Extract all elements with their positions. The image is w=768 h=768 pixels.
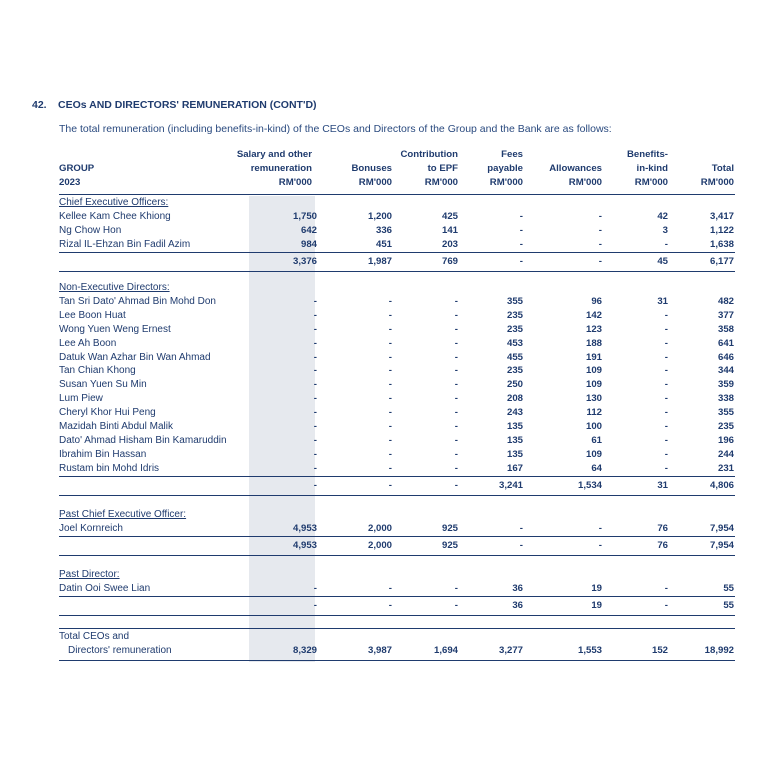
bik-cell: - xyxy=(664,407,668,419)
bonuses-cell: - xyxy=(388,309,392,321)
subtotal-bottom-rule xyxy=(59,555,735,556)
subtotal-bottom-rule xyxy=(59,615,735,616)
bonuses-subtotal-cell: 2,000 xyxy=(367,539,392,551)
allowances-header: Allowances RM'000 xyxy=(549,163,602,188)
total-cell: 358 xyxy=(717,323,734,335)
epf-cell: - xyxy=(454,448,458,460)
fees-cell: - xyxy=(519,238,523,250)
salary-cell: - xyxy=(313,434,317,446)
salary-cell: 642 xyxy=(300,224,317,236)
fees-cell: 453 xyxy=(506,337,523,349)
salary-cell: - xyxy=(313,421,317,432)
salary-cell: 1,750 xyxy=(292,210,317,222)
row-name: Tan Chian Khong xyxy=(59,365,136,377)
row-name: Ng Chow Hon xyxy=(59,224,122,236)
allowances-subtotal-cell: 1,534 xyxy=(577,479,602,491)
fees-subtotal-cell: 3,241 xyxy=(498,479,523,491)
salary-cell: - xyxy=(313,365,317,377)
epf-subtotal-cell: 769 xyxy=(441,255,458,267)
fees-cell: 135 xyxy=(506,448,523,460)
salary-subtotal-cell: - xyxy=(313,599,317,611)
bonuses-cell: - xyxy=(388,323,392,335)
bonuses-cell: 2,000 xyxy=(367,522,392,534)
epf-subtotal-cell: 925 xyxy=(441,539,458,551)
total-cell: 646 xyxy=(717,351,734,363)
row-name: Wong Yuen Weng Ernest xyxy=(59,323,171,335)
fees-subtotal-cell: 36 xyxy=(512,599,523,611)
bik-cell: - xyxy=(664,365,668,377)
epf-cell: - xyxy=(454,421,458,432)
subtotal-bottom-rule xyxy=(59,495,735,496)
note-title: CEOs AND DIRECTORS' REMUNERATION (CONT'D) xyxy=(58,99,317,111)
salary-cell: - xyxy=(313,337,317,349)
allowances-cell: 130 xyxy=(585,393,602,405)
bik-cell: 3 xyxy=(662,224,668,236)
fees-cell: 135 xyxy=(506,421,523,432)
fees-cell: 355 xyxy=(506,295,523,307)
bonuses-cell: - xyxy=(388,379,392,391)
allowances-cell: 109 xyxy=(585,448,602,460)
allowances-cell: - xyxy=(598,238,602,250)
bonuses-cell: 1,200 xyxy=(367,210,392,222)
allowances-cell: 100 xyxy=(585,421,602,432)
allowances-cell: 191 xyxy=(585,351,602,363)
bik-subtotal-cell: - xyxy=(664,599,668,611)
allowances-cell: 112 xyxy=(586,407,602,419)
epf-cell: - xyxy=(454,407,458,419)
total-cell: 482 xyxy=(717,295,734,307)
epf-cell: - xyxy=(454,365,458,377)
fees-cell: 455 xyxy=(506,351,523,363)
allowances-cell: 64 xyxy=(591,462,602,474)
row-name: Rizal IL-Ehzan Bin Fadil Azim xyxy=(59,238,191,250)
row-name: Datin Ooi Swee Lian xyxy=(59,582,151,594)
bik-cell: - xyxy=(664,337,668,349)
allowances-cell: 109 xyxy=(585,379,602,391)
allowances-cell: 142 xyxy=(585,309,602,321)
salary-grand-total-cell: 8,329 xyxy=(292,645,317,656)
bonuses-cell: - xyxy=(388,582,392,594)
bonuses-cell: - xyxy=(388,448,392,460)
bik-cell: - xyxy=(664,393,668,405)
bonuses-cell: - xyxy=(388,351,392,363)
total-grand-total-cell: 18,992 xyxy=(704,645,734,656)
bik-cell: - xyxy=(664,434,668,446)
total-subtotal-cell: 55 xyxy=(723,599,734,611)
total-cell: 355 xyxy=(717,407,734,419)
total-cell: 7,954 xyxy=(709,522,734,534)
allowances-cell: 123 xyxy=(585,323,602,335)
allowances-cell: 188 xyxy=(585,337,602,349)
salary-header: Salary and other remuneration RM'000 xyxy=(236,149,312,188)
fees-cell: 36 xyxy=(512,582,523,594)
epf-cell: 925 xyxy=(441,522,458,534)
bonuses-cell: - xyxy=(388,337,392,349)
epf-cell: - xyxy=(454,582,458,594)
bonuses-header: Bonuses RM'000 xyxy=(351,163,392,188)
section-title: Past Director: xyxy=(59,569,120,580)
total-cell: 244 xyxy=(717,448,734,460)
epf-cell: - xyxy=(454,434,458,446)
grand-total-top-rule xyxy=(59,628,735,629)
row-name: Joel Kornreich xyxy=(59,522,123,534)
bonuses-grand-total-cell: 3,987 xyxy=(367,645,392,656)
total-cell: 377 xyxy=(717,309,734,321)
bonuses-cell: - xyxy=(388,462,392,474)
bik-cell: - xyxy=(664,323,668,335)
epf-cell: 425 xyxy=(441,210,458,222)
bik-cell: - xyxy=(664,421,668,432)
epf-cell: - xyxy=(454,462,458,474)
fees-subtotal-cell: - xyxy=(519,539,523,551)
bik-cell: - xyxy=(664,582,668,594)
fees-cell: - xyxy=(519,224,523,236)
salary-cell: - xyxy=(313,309,317,321)
epf-cell: - xyxy=(454,379,458,391)
allowances-cell: - xyxy=(598,224,602,236)
bik-cell: 31 xyxy=(657,295,668,307)
total-header: Total RM'000 xyxy=(700,163,734,188)
fees-header: Fees payable RM'000 xyxy=(487,149,523,188)
group-header: GROUP 2023 xyxy=(59,163,95,188)
total-subtotal-cell: 6,177 xyxy=(709,255,734,267)
epf-cell: - xyxy=(454,337,458,349)
bik-subtotal-cell: 31 xyxy=(657,479,668,491)
grand-total-label xyxy=(59,630,172,658)
section-title: Chief Executive Officers: xyxy=(59,197,169,208)
bik-cell: 42 xyxy=(657,210,668,222)
total-cell: 3,417 xyxy=(709,210,734,222)
salary-cell: - xyxy=(313,407,317,419)
bik-header: Benefits- in-kind RM'000 xyxy=(626,149,668,188)
section-title: Non-Executive Directors: xyxy=(59,282,170,293)
epf-cell: - xyxy=(454,295,458,307)
fees-grand-total-cell: 3,277 xyxy=(498,645,523,656)
allowances-cell: - xyxy=(598,210,602,222)
bik-cell: - xyxy=(664,309,668,321)
bonuses-subtotal-cell: - xyxy=(388,599,392,611)
grand-total-bottom-rule xyxy=(59,660,735,661)
row-name: Lee Boon Huat xyxy=(59,309,126,321)
allowances-cell: 109 xyxy=(585,365,602,377)
bik-cell: - xyxy=(664,379,668,391)
total-cell: 338 xyxy=(717,393,734,405)
salary-cell: 984 xyxy=(300,238,317,250)
fees-cell: 135 xyxy=(506,434,523,446)
fees-cell: 208 xyxy=(506,393,523,405)
salary-cell: - xyxy=(313,582,317,594)
row-name: Dato' Ahmad Hisham Bin Kamaruddin xyxy=(59,434,227,446)
bonuses-cell: - xyxy=(388,434,392,446)
allowances-cell: 61 xyxy=(591,434,602,446)
total-cell: 359 xyxy=(717,379,734,391)
fees-cell: - xyxy=(519,522,523,534)
row-name: Rustam bin Mohd Idris xyxy=(59,462,160,474)
fees-subtotal-cell: - xyxy=(519,255,523,267)
bik-cell: - xyxy=(664,351,668,363)
note-heading xyxy=(32,99,317,111)
bik-cell: - xyxy=(664,462,668,474)
salary-cell: - xyxy=(313,379,317,391)
bonuses-cell: - xyxy=(388,393,392,405)
total-cell: 196 xyxy=(717,434,734,446)
epf-cell: - xyxy=(454,309,458,321)
fees-cell: 235 xyxy=(506,365,523,377)
bik-subtotal-cell: 45 xyxy=(657,255,668,267)
salary-cell: 4,953 xyxy=(292,522,317,534)
row-name: Lee Ah Boon xyxy=(59,337,117,349)
salary-cell: - xyxy=(313,351,317,363)
fees-cell: 235 xyxy=(506,309,523,321)
allowances-grand-total-cell: 1,553 xyxy=(577,645,602,656)
allowances-subtotal-cell: - xyxy=(598,255,602,267)
fees-cell: 250 xyxy=(506,379,523,391)
salary-subtotal-cell: 3,376 xyxy=(292,255,317,267)
bonuses-cell: - xyxy=(388,295,392,307)
fees-cell: 167 xyxy=(506,462,523,474)
row-name: Cheryl Khor Hui Peng xyxy=(59,407,156,419)
subtotal-top-rule xyxy=(59,476,735,477)
bonuses-subtotal-cell: - xyxy=(388,479,392,491)
total-cell: 55 xyxy=(723,582,734,594)
intro-text: The total remuneration (including benefits-in-kind) of the CEOs and Directors of the Group and the Bank are as follows: xyxy=(59,123,612,135)
total-cell: 344 xyxy=(717,365,734,377)
total-cell: 235 xyxy=(717,421,734,432)
salary-cell: - xyxy=(313,448,317,460)
row-name: Ibrahim Bin Hassan xyxy=(59,448,147,460)
total-cell: 1,122 xyxy=(709,224,734,236)
row-name: Datuk Wan Azhar Bin Wan Ahmad xyxy=(59,351,211,363)
bik-cell: 76 xyxy=(657,522,668,534)
total-cell: 1,638 xyxy=(709,238,734,250)
total-subtotal-cell: 4,806 xyxy=(709,479,734,491)
section-title: Past Chief Executive Officer: xyxy=(59,509,187,520)
epf-header: Contribution to EPF RM'000 xyxy=(400,149,458,188)
bonuses-cell: - xyxy=(388,365,392,377)
epf-cell: - xyxy=(454,351,458,363)
row-name: Mazidah Binti Abdul Malik xyxy=(59,421,173,432)
fees-cell: 243 xyxy=(506,407,523,419)
note-number: 42. xyxy=(32,99,47,111)
grand-total-label-line: Directors' remuneration xyxy=(68,645,172,656)
allowances-cell: 96 xyxy=(591,295,602,307)
total-cell: 641 xyxy=(717,337,734,349)
subtotal-top-rule xyxy=(59,252,735,253)
allowances-cell: 19 xyxy=(591,582,602,594)
header-rule xyxy=(59,194,735,195)
fees-cell: 235 xyxy=(506,323,523,335)
salary-cell: - xyxy=(313,323,317,335)
salary-cell: - xyxy=(313,462,317,474)
subtotal-bottom-rule xyxy=(59,271,735,272)
salary-subtotal-cell: - xyxy=(313,479,317,491)
allowances-cell: - xyxy=(598,522,602,534)
allowances-subtotal-cell: 19 xyxy=(591,599,602,611)
bik-cell: - xyxy=(664,448,668,460)
grand-total-label-line: Total CEOs and xyxy=(59,631,130,642)
epf-grand-total-cell: 1,694 xyxy=(433,645,458,656)
row-name: Tan Sri Dato' Ahmad Bin Mohd Don xyxy=(59,295,216,307)
total-cell: 231 xyxy=(717,462,734,474)
bonuses-subtotal-cell: 1,987 xyxy=(367,255,392,267)
bik-cell: - xyxy=(664,238,668,250)
epf-cell: - xyxy=(454,393,458,405)
row-name: Susan Yuen Su Min xyxy=(59,379,147,391)
salary-cell: - xyxy=(313,393,317,405)
subtotal-top-rule xyxy=(59,596,735,597)
salary-cell: - xyxy=(313,295,317,307)
epf-cell: - xyxy=(454,323,458,335)
epf-subtotal-cell: - xyxy=(454,479,458,491)
bonuses-cell: 336 xyxy=(375,224,392,236)
subtotal-top-rule xyxy=(59,536,735,537)
epf-cell: 141 xyxy=(441,224,458,236)
bik-subtotal-cell: 76 xyxy=(657,539,668,551)
bonuses-cell: 451 xyxy=(375,238,392,250)
bonuses-cell: - xyxy=(388,421,392,432)
bik-grand-total-cell: 152 xyxy=(651,645,668,656)
allowances-subtotal-cell: - xyxy=(598,539,602,551)
fees-cell: - xyxy=(519,210,523,222)
epf-subtotal-cell: - xyxy=(454,599,458,611)
row-name: Kellee Kam Chee Khiong xyxy=(59,210,171,222)
bonuses-cell: - xyxy=(388,407,392,419)
salary-subtotal-cell: 4,953 xyxy=(292,539,317,551)
total-subtotal-cell: 7,954 xyxy=(709,539,734,551)
row-name: Lum Piew xyxy=(59,393,103,405)
epf-cell: 203 xyxy=(441,238,458,250)
